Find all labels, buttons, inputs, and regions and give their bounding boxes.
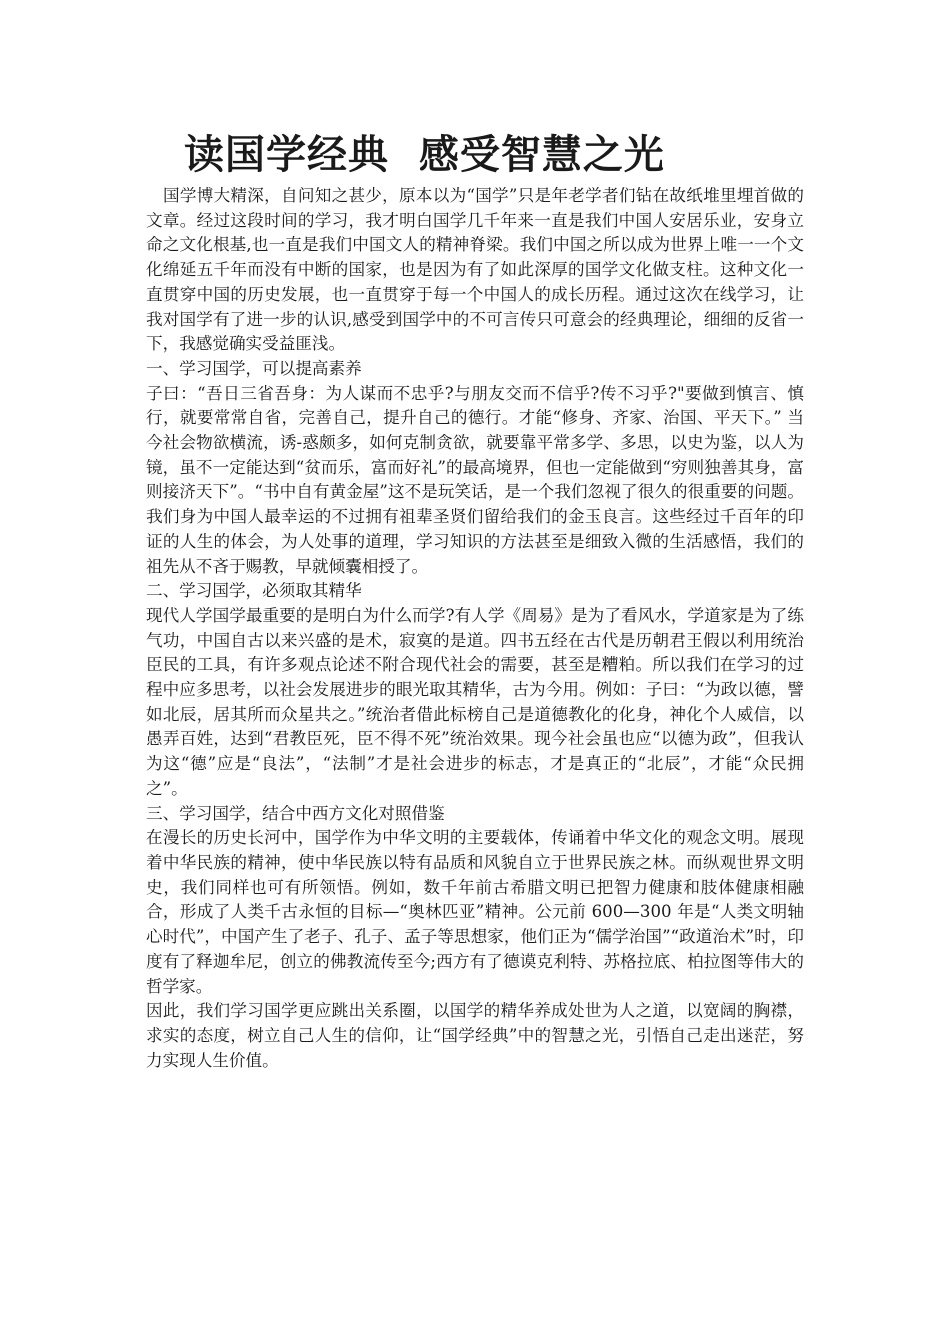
section-3 bbox=[146, 802, 804, 1000]
section-2 bbox=[146, 579, 804, 801]
section-1 bbox=[146, 357, 804, 579]
section-heading: 二、学习国学，必须取其精华 bbox=[146, 581, 362, 601]
section-body: 子曰：“吾日三省吾身：为人谋而不忠乎?与朋友交而不信乎?传不习乎?"要做到慎言、慎行，就要常常自省，完善自己，提升自己的德行。才能“修身、齐家、治国、平天下。” 当今社会物欲横流，诱-惑颇多，如何克制贪欲，就要靠平常多学、多思，以史为鉴，以人为镜，虽不一定能达到“贫而乐，富而好礼”的最高境界，但也一定能做到“穷则独善其身，富则接济天下”。“书中自有黄金屋”这不是玩笑话，是一个我们忽视了很久的很重要的问题。我们身为中国人最幸运的不过拥有祖辈圣贤们留给我们的金玉良言。这些经过千百年的印证的人生的体会，为人处事的道理，学习知识的方法甚至是细致入微的生活感悟，我们的祖先从不吝于赐教，早就倾囊相授了。 bbox=[146, 383, 804, 576]
section-body: 现代人学国学最重要的是明白为什么而学?有人学《周易》是为了看风水，学道家是为了练气功，中国自古以来兴盛的是术，寂寞的是道。四书五经在古代是历朝君王假以利用统治臣民的工具，有许多观点论述不附合现代社会的需要，甚至是糟粕。所以我们在学习的过程中应多思考，以社会发展进步的眼光取其精华，古为今用。例如：子曰：“为政以德，譬如北辰，居其所而众星共之。”统治者借此标榜自己是道德教化的化身，神化个人威信，以愚弄百姓，达到“君教臣死，臣不得不死”统治效果。现今社会虽也应“以德为政”，但我认为这“德”应是“良法”，“法制”才是社会进步的标志，才是真正的“北辰”，才能“众民拥之”。 bbox=[146, 605, 804, 798]
conclusion-paragraph: 因此，我们学习国学更应跳出关系圈，以国学的精华养成处世为人之道，以宽阔的胸襟，求实的态度，树立自己人生的信仰，让“国学经典”中的智慧之光，引悟自己走出迷茫，努力实现人生价值。 bbox=[146, 1001, 804, 1070]
section-heading: 三、学习国学，结合中西方文化对照借鉴 bbox=[146, 803, 445, 823]
document-title: 读国学经典 感受智慧之光 bbox=[184, 132, 665, 178]
intro-paragraph: 国学博大精深，自问知之甚少，原本以为“国学”只是年老学者们钻在故纸堆里埋首做的文章。经过这段时间的学习，我才明白国学几千年来一直是我们中国人安居乐业，安身立命之文化根基,也一直是我们中国文人的精神脊梁。我们中国之所以成为世界上唯一一个文化绵延五千年而没有中断的国家，也是因为有了如此深厚的国学文化做支柱。这种文化一直贯穿中国的历史发展，也一直贯穿于每一个中国人的成长历程。通过这次在线学习，让我对国学有了进一步的认识,感受到国学中的不可言传只可意会的经典理论，细细的反省一下，我感觉确实受益匪浅。 bbox=[146, 186, 804, 354]
document-page bbox=[146, 128, 804, 1073]
section-body: 在漫长的历史长河中，国学作为中华文明的主要载体，传诵着中华文化的观念文明。展现着中华民族的精神，使中华民族以特有品质和风貌自立于世界民族之林。而纵观世界文明史，我们同样也可有所领悟。例如，数千年前古希腊文明已把智力健康和肢体健康相融合，形成了人类千古永恒的目标—“奥林匹亚”精神。公元前 600—300 年是“人类文明轴心时代”，中国产生了老子、孔子、孟子等思想家，他们正为“儒学治国”“政道治术”时，印度有了释迦牟尼，创立的佛教流传至今;西方有了德谟克利特、苏格拉底、柏拉图等伟大的哲学家。 bbox=[146, 828, 804, 996]
section-heading: 一、学习国学，可以提高素养 bbox=[146, 358, 362, 378]
